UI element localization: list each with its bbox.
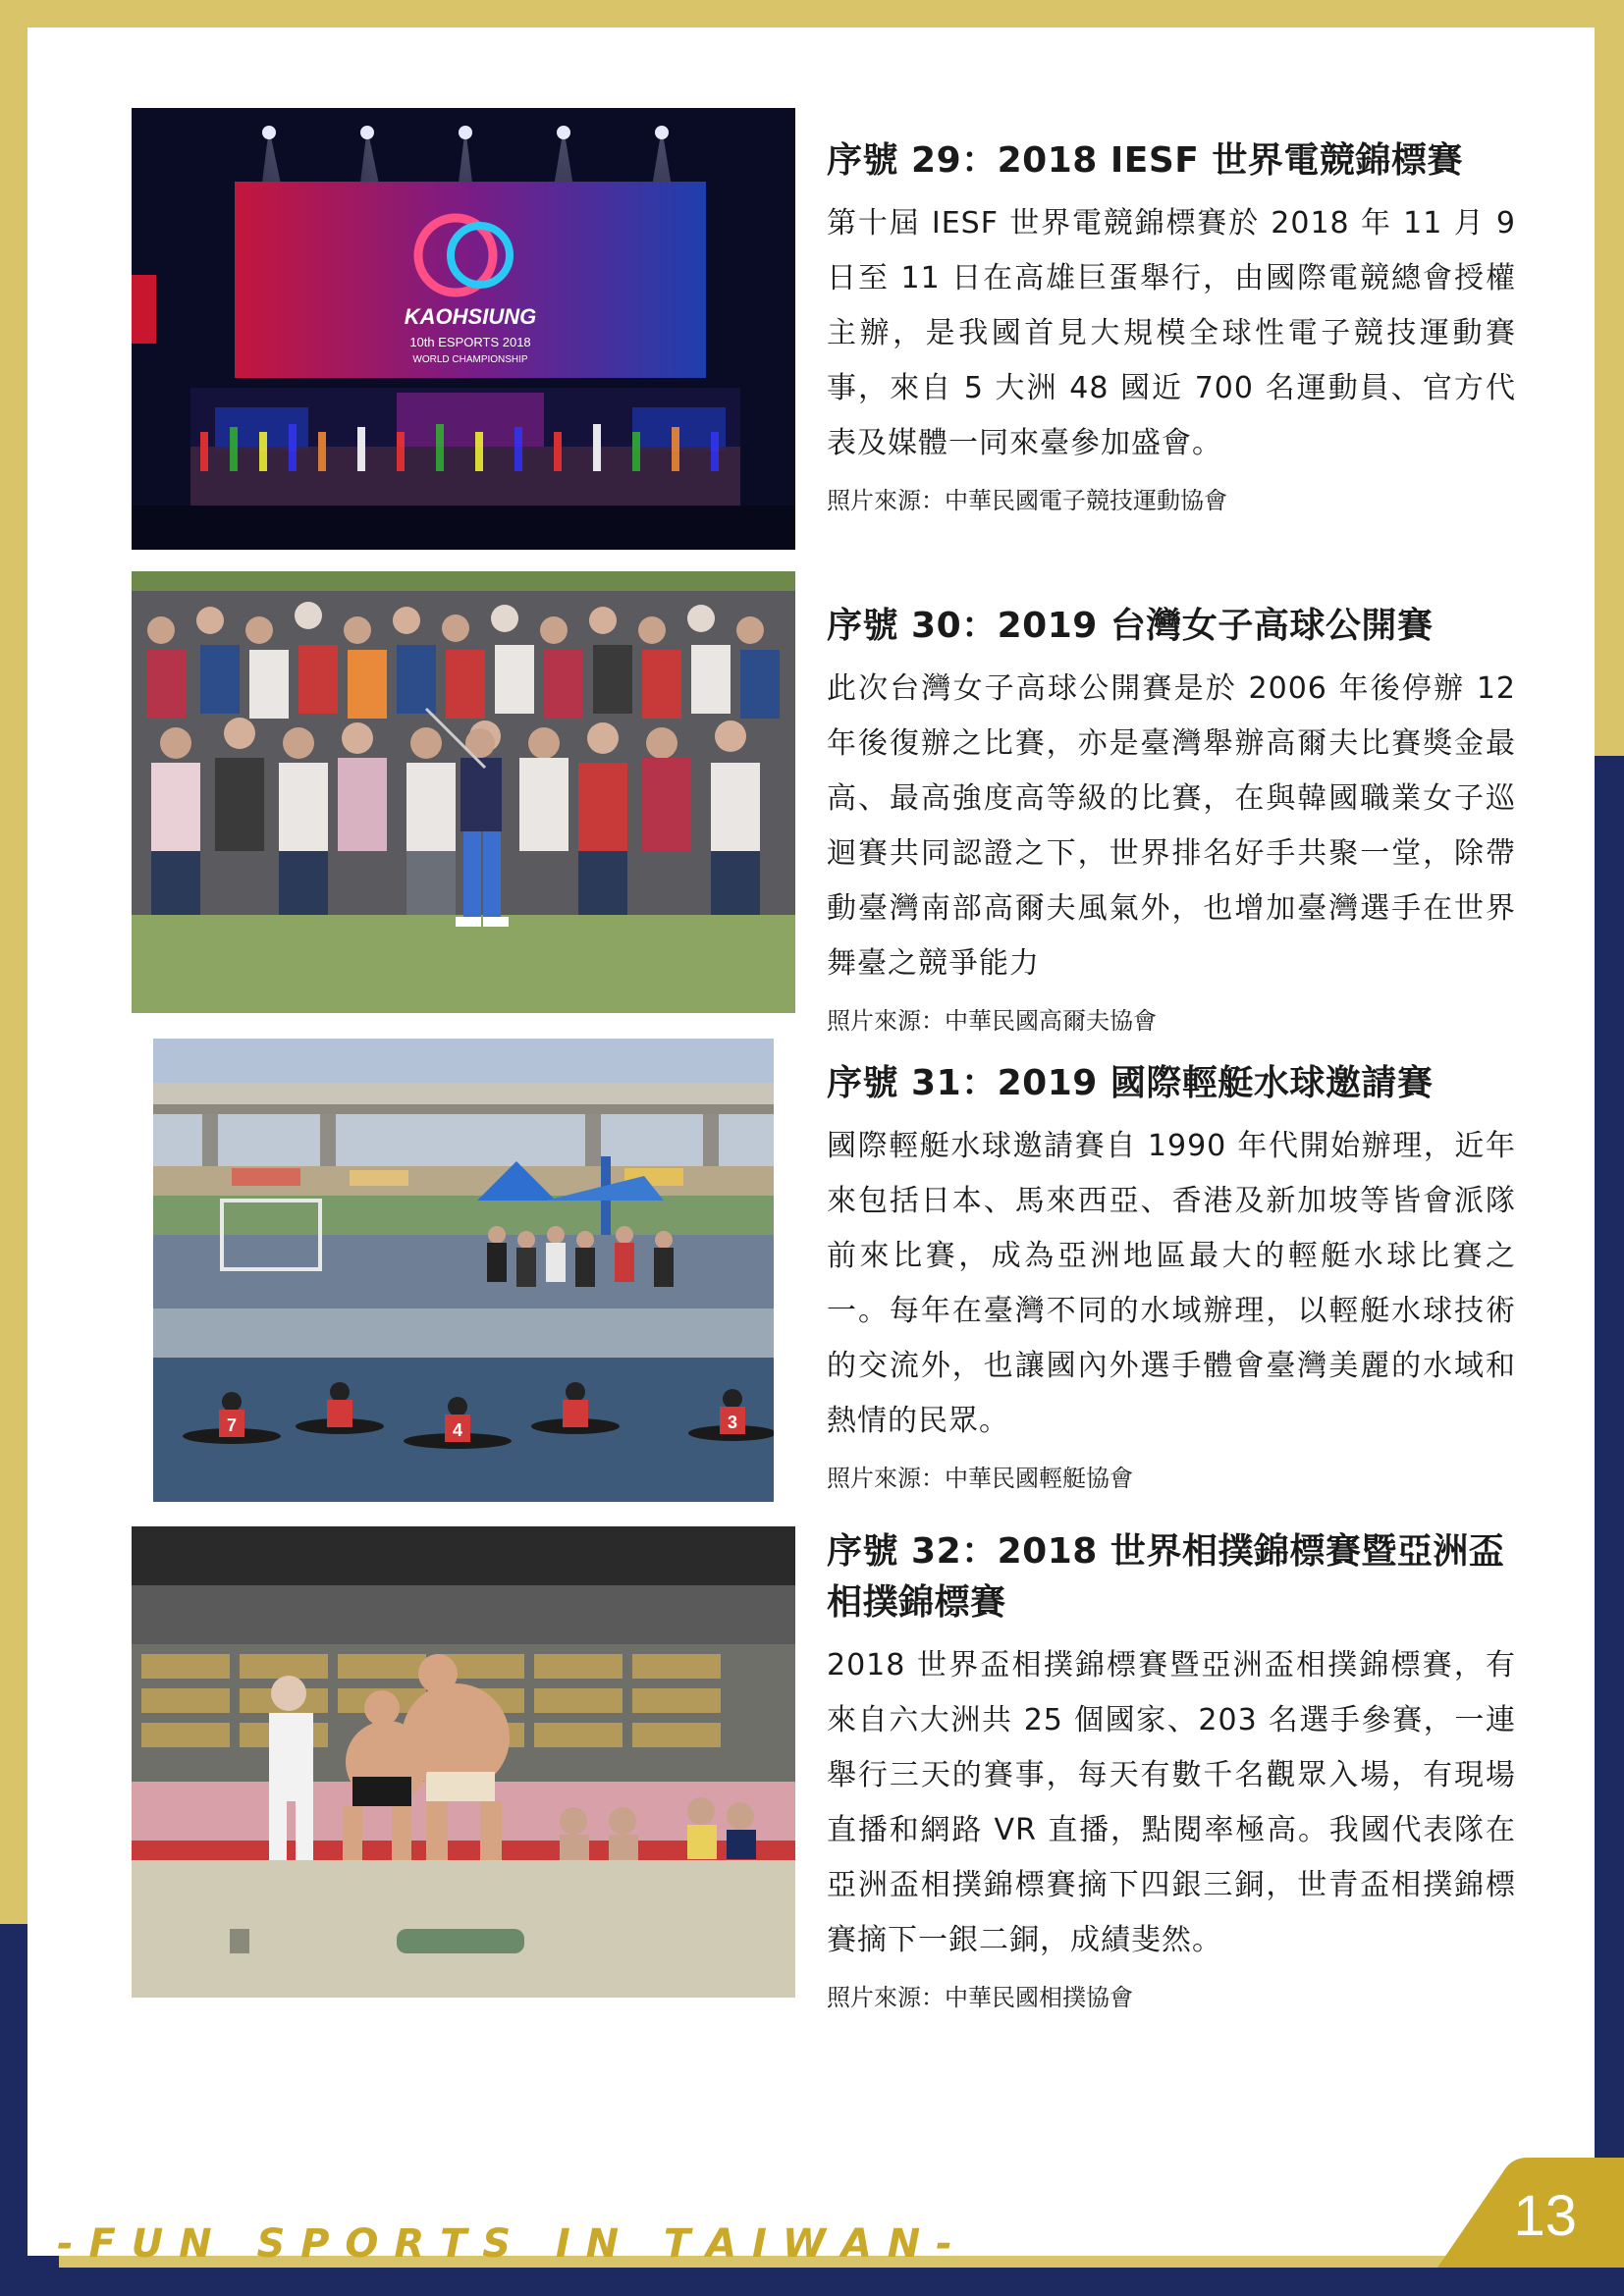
- golf-photo: [132, 571, 795, 1013]
- entry-31: [132, 1039, 1516, 1510]
- page-border-navy-right: [1595, 756, 1624, 2296]
- entry-title: 序號 30：2019 台灣女子高球公開賽: [827, 606, 1434, 646]
- entry-29-text: [827, 135, 1516, 518]
- bib-number: 4: [452, 1420, 463, 1440]
- page-border-navy-bottom: [0, 2268, 1624, 2296]
- screen-logo-text: KAOHSIUNG: [404, 304, 537, 329]
- entry-32-text: [827, 1526, 1516, 2015]
- photo-credit: 照片來源：中華民國高爾夫協會: [827, 1007, 1157, 1035]
- entry-30-text: [827, 601, 1516, 1039]
- sumo-photo: [132, 1526, 795, 1998]
- entry-29: [132, 108, 1516, 560]
- esports-stage-photo: [132, 108, 795, 550]
- photo-credit: 照片來源：中華民國電子競技運動協會: [827, 487, 1227, 514]
- bib-number: 3: [727, 1413, 738, 1432]
- entry-body: 第十屆 IESF 世界電競錦標賽於 2018 年 11 月 9 日至 11 日在高雄巨蛋舉行，由國際電競總會授權主辦，是我國首見大規模全球性電子競技運動賽事，來自 5 大洲 48 國近 700 名運動員、官方代表及媒體一同來臺參加盛會。: [827, 206, 1516, 460]
- entry-30: [132, 571, 1516, 1035]
- entry-title: 序號 29：2018 IESF 世界電競錦標賽: [827, 140, 1463, 181]
- photo-credit: 照片來源：中華民國相撲協會: [827, 1984, 1133, 2011]
- bib-number: 7: [226, 1415, 238, 1435]
- entry-title: 序號 31：2019 國際輕艇水球邀請賽: [827, 1063, 1434, 1103]
- canoe-polo-photo: [153, 1039, 774, 1502]
- entry-title: 序號 32：2018 世界相撲錦標賽暨亞洲盃相撲錦標賽: [827, 1531, 1505, 1623]
- entry-31-text: [827, 1058, 1516, 1496]
- screen-logo-subtext: 10th ESPORTS 2018: [409, 335, 531, 349]
- entry-32: [132, 1526, 1516, 2017]
- footer-tagline: - F U N S P O R T S I N T A I W A N -: [57, 2221, 953, 2267]
- screen-logo-subtext-2: WORLD CHAMPIONSHIP: [412, 354, 528, 365]
- entry-body: 此次台灣女子高球公開賽是於 2006 年後停辦 12 年後復辦之比賽，亦是臺灣舉辦高爾夫比賽獎金最高、最高強度高等級的比賽，在與韓國職業女子巡迴賽共同認證之下，世界排名好手共聚一堂，除帶動臺灣南部高爾夫風氣外，也增加臺灣選手在世界舞臺之競爭能力: [827, 671, 1516, 981]
- photo-credit: 照片來源：中華民國輕艇協會: [827, 1465, 1133, 1492]
- page-number: 13: [1513, 2184, 1577, 2248]
- entry-body: 2018 世界盃相撲錦標賽暨亞洲盃相撲錦標賽，有來自六大洲共 25 個國家、203 名選手參賽，一連舉行三天的賽事，每天有數千名觀眾入場，有現場直播和網路 VR 直播，點閱率極高。我國代表隊在亞洲盃相撲錦標賽摘下四銀三銅，世青盃相撲錦標賽摘下一銀二銅，成績斐然。: [827, 1648, 1516, 1957]
- entry-body: 國際輕艇水球邀請賽自 1990 年代開始辦理，近年來包括日本、馬來西亞、香港及新加坡等皆會派隊前來比賽，成為亞洲地區最大的輕艇水球比賽之一。每年在臺灣不同的水域辦理，以輕艇水球技術的交流外，也讓國內外選手體會臺灣美麗的水域和熱情的民眾。: [827, 1129, 1516, 1438]
